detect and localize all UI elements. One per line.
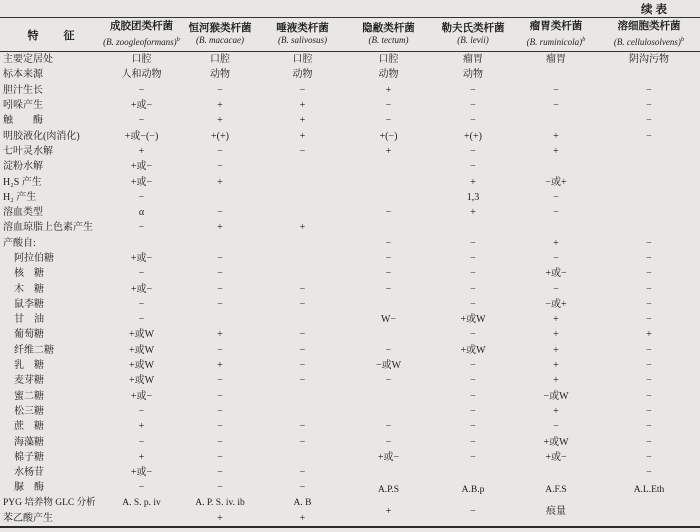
table-cell: + (299, 100, 306, 112)
table-cell: − (217, 298, 223, 310)
table-cell: − (217, 145, 223, 157)
table-cell: − (646, 268, 652, 280)
row-label: H₂S 产生 (3, 176, 42, 188)
table-cell: − (299, 283, 306, 295)
table-cell: + (299, 130, 306, 142)
column-latin-name: (B. ruminicola)$^b$ (526, 35, 586, 47)
table-row (0, 113, 700, 128)
table-cell: + (470, 176, 476, 188)
row-label: 标本来源 (3, 69, 43, 81)
table-row (0, 343, 700, 358)
table-row (0, 98, 700, 113)
table-cell: + (470, 207, 476, 219)
table-cell: − (385, 253, 392, 264)
table-cell: + (553, 375, 559, 387)
table-cell: +或W (460, 344, 486, 356)
table-cell: + (299, 115, 306, 127)
table-cell: +或W (543, 436, 569, 448)
table-cell: − (299, 329, 306, 341)
table-cell: − (470, 283, 476, 295)
table-cell: 动物 (463, 69, 483, 81)
table-cell: 动物 (292, 69, 313, 81)
table-row (0, 205, 700, 220)
table-cell: + (138, 145, 145, 157)
table-cell: − (470, 115, 476, 127)
row-label: 纤维二糖 (14, 344, 54, 356)
row-label: 主要定居处 (3, 54, 53, 66)
table-cell: − (299, 467, 306, 479)
table-cell: − (470, 375, 476, 387)
table-cell: +(−) (379, 130, 398, 142)
table-row (0, 327, 700, 342)
table-cell: − (217, 253, 223, 264)
table-cell: − (385, 115, 392, 127)
table-cell: − (470, 145, 476, 157)
table-cell: − (138, 405, 145, 417)
table-cell: 动物 (378, 69, 399, 81)
table-cell: 阴沟污物 (629, 54, 669, 66)
table-cell: − (385, 421, 392, 433)
table-cell: − (217, 482, 223, 494)
table-cell: − (470, 329, 476, 341)
table-cell: − (646, 436, 652, 448)
table-cell: − (470, 298, 476, 310)
table-cell: − (217, 436, 223, 448)
row-label: 淀粉水解 (3, 161, 43, 173)
table-cell: − (385, 268, 392, 280)
table-row (0, 190, 700, 205)
table-cell: + (553, 314, 559, 326)
table-cell: α (138, 207, 145, 219)
table-row (0, 52, 700, 67)
table-cell: + (217, 176, 223, 188)
table-cell: − (646, 314, 652, 326)
row-label: 胆汁生长 (3, 84, 43, 96)
column-species-name: 恒河猴类杆菌 (188, 22, 252, 34)
table-cell: − (217, 451, 223, 463)
table-row (0, 297, 700, 312)
table-cell: −或W (375, 360, 402, 372)
table-header-row (0, 18, 700, 52)
table-cell: + (553, 329, 559, 341)
table-cell: 1,3 (466, 191, 480, 203)
column-species-name: 唾液类杆菌 (276, 22, 329, 34)
table-cell: − (646, 375, 652, 387)
table-cell: 痕量 (546, 506, 566, 518)
table-cell: +或− (130, 161, 153, 173)
column-header (432, 23, 514, 47)
table-cell: +(+) (464, 130, 482, 142)
table-cell: − (646, 405, 652, 417)
table-cell: − (470, 360, 476, 372)
table-row (0, 434, 700, 449)
table-cell: +或− (130, 176, 153, 188)
table-cell: − (646, 360, 652, 372)
table-row (0, 281, 700, 296)
table-row (0, 465, 700, 480)
table-cell: +或− (545, 268, 567, 280)
row-label: 吲哚产生 (3, 100, 43, 112)
table-row (0, 404, 700, 419)
column-header (180, 23, 260, 47)
table-cell: − (470, 451, 476, 463)
row-label: H₂ 产生 (3, 191, 37, 203)
table-row (0, 251, 700, 266)
table-cell: + (217, 222, 223, 234)
table-cell: − (138, 436, 145, 448)
table-row (0, 220, 700, 235)
table-cell: − (646, 344, 652, 356)
column-latin-name: (B. salivosus) (278, 35, 327, 46)
table-cell: + (217, 115, 223, 127)
table-cell: + (553, 145, 559, 157)
table-cell: − (138, 298, 145, 310)
table-row (0, 419, 700, 434)
table-cell: 动物 (210, 69, 230, 81)
table-cell: − (646, 84, 652, 96)
row-label: 产酸自: (3, 237, 36, 249)
table-cell: + (217, 360, 223, 372)
table-cell: 人和动物 (121, 69, 162, 81)
table-cell: − (385, 283, 392, 295)
table-cell: 口腔 (131, 54, 152, 66)
table-cell: −或+ (545, 176, 567, 188)
row-label: 溶血类型 (3, 207, 43, 219)
table-cell: − (299, 298, 306, 310)
table-cell: − (385, 100, 392, 112)
column-species-name: 隐敝类杆菌 (362, 22, 415, 34)
row-label: 鼠李糖 (14, 298, 44, 310)
table-cell: + (138, 421, 145, 433)
row-label: 明胶液化(肉消化) (3, 130, 80, 142)
continued-table-label: 续表 (641, 4, 670, 16)
table-row (0, 450, 700, 465)
table-cell: A. B (293, 497, 312, 508)
table-cell: − (646, 283, 652, 295)
table-row (0, 67, 700, 82)
row-label: 棉子糖 (14, 451, 44, 463)
table-cell: + (385, 145, 392, 157)
table-cell: − (138, 191, 145, 203)
table-row (0, 144, 700, 159)
table-cell: + (217, 100, 223, 112)
row-label: 阿拉伯糖 (14, 253, 54, 264)
row-label: 核 糖 (14, 268, 44, 280)
table-cell: +或− (130, 100, 153, 112)
table-cell: + (553, 405, 559, 417)
column-latin-name: (B. levii) (457, 35, 489, 46)
table-cell: − (646, 421, 652, 433)
row-label: 七叶灵水解 (3, 145, 53, 157)
bacteroides-characteristics-table (0, 17, 700, 528)
table-cell: − (553, 84, 559, 96)
column-header (345, 23, 432, 47)
table-cell: + (553, 344, 559, 356)
table-cell: − (385, 207, 392, 219)
table-cell: − (217, 268, 223, 280)
table-row (0, 373, 700, 388)
table-cell: − (553, 421, 559, 433)
table-cell: − (217, 344, 223, 356)
table-cell: +或W (128, 375, 155, 387)
table-cell: − (646, 467, 652, 479)
table-cell: − (217, 207, 223, 219)
table-cell: − (470, 100, 476, 112)
table-cell: − (470, 268, 476, 280)
table-cell: − (470, 506, 476, 518)
table-cell: − (553, 207, 559, 219)
table-cell: − (470, 253, 476, 264)
table-cell: − (138, 268, 145, 280)
table-cell: − (217, 421, 223, 433)
table-row (0, 266, 700, 281)
table-cell: +或− (130, 467, 153, 479)
table-cell: − (385, 237, 392, 249)
table-cell: − (299, 84, 306, 96)
table-cell: + (553, 130, 559, 142)
table-cell: − (299, 344, 306, 356)
table-cell: − (646, 100, 652, 112)
table-cell: − (470, 84, 476, 96)
table-cell: + (217, 329, 223, 341)
table-cell: − (217, 375, 223, 387)
table-cell: − (299, 436, 306, 448)
row-label: 苯乙酸产生 (3, 513, 53, 525)
table-cell: + (217, 513, 223, 525)
table-cell: −或+ (545, 298, 567, 310)
table-row (0, 358, 700, 373)
table-cell: 口腔 (210, 54, 230, 66)
table-cell: − (138, 84, 145, 96)
table-cell: +或− (545, 451, 567, 463)
table-cell: − (217, 283, 223, 295)
table-cell: 口腔 (292, 54, 313, 66)
table-cell: − (217, 405, 223, 417)
table-cell: − (553, 191, 559, 203)
table-cell: A.L.Eth (633, 485, 665, 496)
table-cell: − (385, 375, 392, 387)
table-cell: A. P. S. iv. ib (195, 497, 245, 508)
table-cell: − (646, 130, 652, 142)
row-label: 水杨苷 (14, 467, 44, 479)
table-cell: + (553, 237, 559, 249)
table-cell: − (553, 100, 559, 112)
table-cell: − (299, 482, 306, 494)
row-label: 木 糖 (14, 283, 44, 295)
table-cell: − (385, 344, 392, 356)
table-cell: − (646, 298, 652, 310)
column-header (514, 21, 598, 48)
column-species-name: 勒夫氏类杆菌 (441, 22, 505, 34)
row-label: 乳 糖 (14, 360, 44, 372)
row-label: 葡萄糖 (14, 329, 44, 341)
table-cell: + (646, 329, 652, 341)
column-species-name: 瘤胃类杆菌 (529, 21, 583, 33)
table-cell: − (138, 314, 145, 326)
table-cell: − (299, 421, 306, 433)
table-cell: − (217, 84, 223, 96)
table-cell: − (138, 482, 145, 494)
table-cell: A.F.S (545, 485, 567, 496)
column-header (103, 21, 180, 48)
table-cell: A.P.S (377, 485, 400, 496)
table-cell: +或− (130, 390, 153, 402)
table-cell: − (470, 237, 476, 249)
column-latin-name: (B. zoogleoformans)$^b$ (103, 35, 180, 47)
row-label: 海藻糖 (14, 436, 44, 448)
table-cell: 瘤胃 (546, 54, 566, 66)
column-header (598, 21, 700, 48)
table-cell: A. S. p. iv (122, 497, 161, 508)
table-cell: +或W (128, 344, 155, 356)
row-label: 松三糖 (14, 405, 44, 417)
table-row (0, 236, 700, 251)
column-species-name: 溶细胞类杆菌 (617, 21, 681, 33)
table-cell: − (217, 161, 223, 173)
table-cell: − (299, 145, 306, 157)
table-cell: − (553, 253, 559, 264)
row-label: 蜜二糖 (14, 390, 44, 402)
table-cell: + (299, 513, 306, 525)
table-cell: +(+) (211, 130, 229, 142)
table-row (0, 174, 700, 189)
row-label: 触 酶 (3, 115, 43, 127)
table-cell: − (646, 237, 652, 249)
row-label: 麦芽糖 (14, 375, 44, 387)
row-label: 溶血琼脂上色素产生 (3, 222, 93, 234)
table-cell: + (385, 84, 392, 96)
table-cell: + (553, 360, 559, 372)
column-latin-name: (B. macacae) (196, 35, 244, 46)
row-label: 甘 油 (14, 314, 44, 326)
table-cell: 口腔 (378, 54, 399, 66)
row-label: 脲 酶 (14, 482, 44, 494)
column-header (260, 23, 345, 47)
table-cell: − (470, 390, 476, 402)
table-cell: +或− (130, 253, 153, 264)
table-cell: − (385, 436, 392, 448)
table-cell: + (385, 506, 392, 518)
table-cell: + (138, 451, 145, 463)
row-label: PYG 培养物 GLC 分析 (3, 497, 96, 508)
table-cell: − (138, 115, 145, 127)
table-cell: − (553, 283, 559, 295)
table-cell: +或W (460, 314, 486, 326)
column-latin-name: (B. tectum) (368, 35, 409, 46)
table-row (0, 312, 700, 327)
table-row (0, 506, 700, 526)
table-cell: +或−(−) (124, 130, 159, 142)
table-cell: +或W (128, 329, 155, 341)
column-species-name: 成胶团类杆菌 (110, 21, 173, 33)
table-row (0, 480, 700, 495)
table-cell: 瘤胃 (463, 54, 483, 66)
table-cell: − (470, 436, 476, 448)
table-cell: − (646, 451, 652, 463)
table-cell: +或− (377, 451, 400, 463)
table-row (0, 83, 700, 98)
table-cell: +或W (128, 360, 155, 372)
row-label: 蔗 糖 (14, 421, 44, 433)
table-cell: +或− (130, 283, 153, 295)
table-cell: A.B.p (461, 485, 485, 496)
table-cell: − (299, 375, 306, 387)
table-cell: −或W (543, 390, 569, 402)
table-cell: − (138, 222, 145, 234)
table-cell: − (299, 360, 306, 372)
feature-column-header: 特 征 (27, 29, 76, 42)
table-cell: − (217, 390, 223, 402)
table-cell: − (470, 421, 476, 433)
table-cell: − (470, 405, 476, 417)
column-latin-name: (B. cellulosolvens)$^b$ (613, 35, 685, 47)
table-row (0, 128, 700, 143)
table-cell: − (646, 253, 652, 264)
table-cell: − (646, 115, 652, 127)
table-cell: + (299, 222, 306, 234)
table-cell: − (470, 161, 476, 173)
table-body (0, 52, 700, 526)
table-cell: − (217, 467, 223, 479)
table-row (0, 159, 700, 174)
table-cell: W− (380, 314, 397, 326)
table-row (0, 389, 700, 404)
table-cell: − (646, 390, 652, 402)
